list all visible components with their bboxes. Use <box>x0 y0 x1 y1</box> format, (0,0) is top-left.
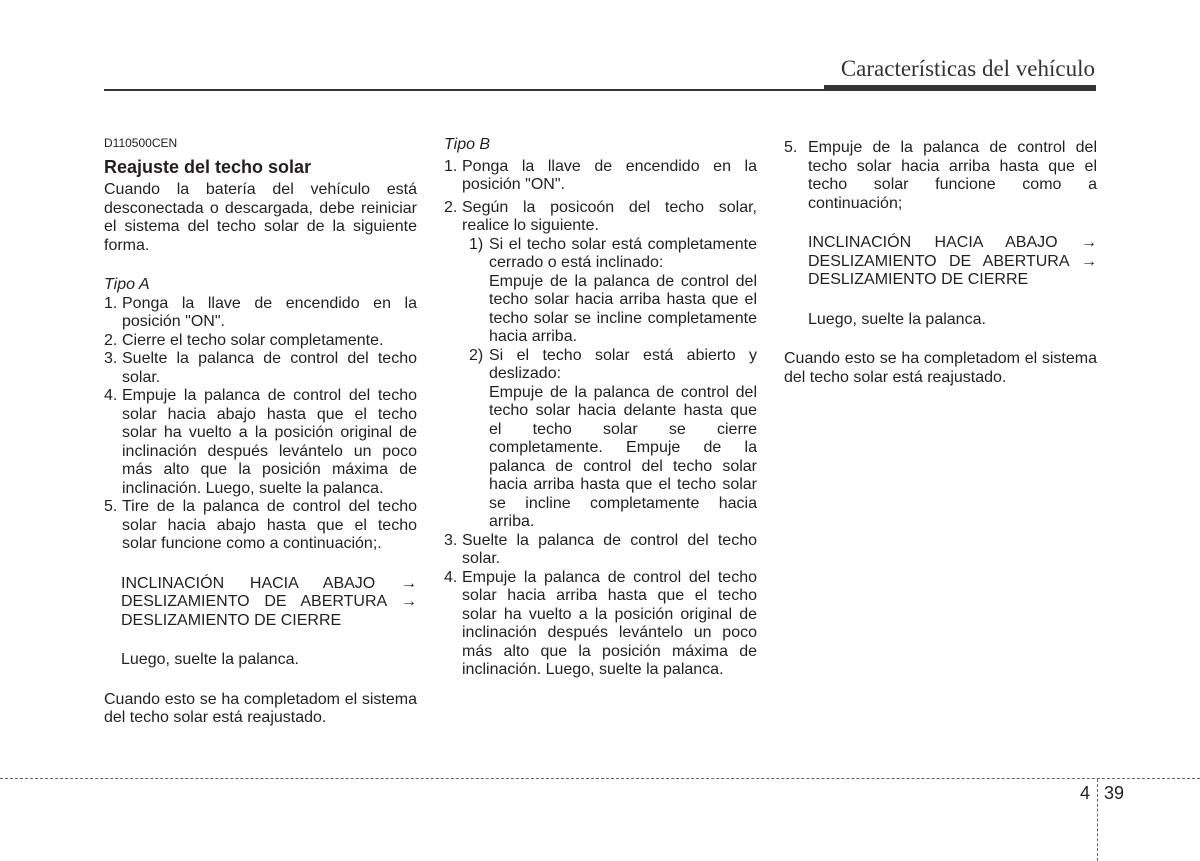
list-text: Según la posicoón del techo solar, realice lo siguiente. <box>462 198 757 234</box>
list-text: Ponga la llave de encendido en la posición "ON". <box>122 294 417 330</box>
column-1 <box>104 136 417 728</box>
list-number: 3. <box>104 350 118 367</box>
list-item <box>444 532 757 569</box>
list-number: 4. <box>444 568 458 586</box>
type-b-heading: Tipo B <box>444 136 491 153</box>
section-number: 4 <box>1080 783 1091 803</box>
page-header-title: Características del vehículo <box>840 56 1095 81</box>
list-text: Empuje de la palanca de control del techo solar hacia arriba hasta que el techo solar funcione como a continuación; <box>808 139 1097 212</box>
list-number: 5. <box>784 139 798 156</box>
list-item <box>444 158 757 195</box>
list-number: 1. <box>104 294 118 312</box>
list-text: Ponga la llave de encendido en la posición "ON". <box>462 157 757 193</box>
list-number: 5. <box>104 498 118 515</box>
release-text: Luego, suelte la palanca. <box>121 651 299 668</box>
page-number: 39 <box>1104 783 1125 803</box>
list-number: 2. <box>104 331 118 349</box>
list-item <box>104 387 417 498</box>
footer-vertical-divider <box>1097 779 1098 861</box>
list-text: Suelte la palanca de control del techo solar. <box>122 350 417 386</box>
sub-list-detail: Empuje de la palanca de control del techo solar hacia delante hasta que el techo solar se cierre completamente. Empuje de la palanca de control del techo solar hacia arriba hasta que el techo solar se incline completamente hacia arriba. <box>489 383 757 530</box>
release-text: Luego, suelte la palanca. <box>808 310 986 328</box>
list-item <box>104 332 417 351</box>
sequence-text: INCLINACIÓN HACIA ABAJO → DESLIZAMIENTO DE ABERTURA → DESLIZAMIENTO DE CIERRE <box>808 234 1097 288</box>
closing-paragraph: Cuando esto se ha completadom el sistema del techo solar está reajustado. <box>784 350 1097 386</box>
sub-list-number: 2) <box>469 346 484 364</box>
list-number: 4. <box>104 387 118 404</box>
intro-paragraph: Cuando la batería del vehículo está desconectada o descargada, debe reiniciar el sistema del techo solar de la siguiente forma. <box>104 181 417 254</box>
list-item <box>104 498 417 554</box>
list-number: 3. <box>444 531 458 549</box>
list-text: Cierre el techo solar completamente. <box>122 331 384 349</box>
column-2 <box>444 136 757 680</box>
sub-list-text: Si el techo solar está abierto y deslizado: <box>489 346 757 382</box>
section-heading: Reajuste del techo solar <box>104 157 312 177</box>
closing-paragraph: Cuando esto se ha completadom el sistema del techo solar está reajustado. <box>104 690 417 726</box>
list-text: Empuje la palanca de control del techo solar hacia abajo hasta que el techo solar ha vuelto a la posición original de inclinación después levántelo un poco más alto que la posición máxima de inclinación. Luego, suelte la palanca. <box>122 387 417 497</box>
list-item <box>104 350 417 387</box>
column-3 <box>784 139 1097 387</box>
sub-list-item <box>469 236 757 273</box>
section-code: D110500CEN <box>104 136 178 150</box>
list-text: Empuje la palanca de control del techo solar hacia arriba hasta que el techo solar ha vuelto a la posición original de inclinación después levántelo un poco más alto que la posición máxima de inclinación. Luego, suelte la palanca. <box>462 568 757 678</box>
list-item <box>784 139 1097 213</box>
footer-divider <box>0 778 1200 779</box>
list-item <box>444 199 757 236</box>
list-number: 1. <box>444 157 458 175</box>
list-text: Tire de la palanca de control del techo solar hacia abajo hasta que el techo solar funcione como a continuación;. <box>122 498 417 552</box>
list-number: 2. <box>444 198 458 216</box>
header-rule <box>104 89 1096 91</box>
sub-list-number: 1) <box>469 235 484 253</box>
list-item <box>444 569 757 680</box>
sub-list-item <box>469 347 757 384</box>
list-item <box>104 295 417 332</box>
type-a-heading: Tipo A <box>104 276 150 293</box>
sub-list-detail: Empuje de la palanca de control del techo solar hacia arriba hasta que el techo solar se incline completamente hacia arriba. <box>489 272 757 345</box>
sequence-text: INCLINACIÓN HACIA ABAJO → DESLIZAMIENTO DE ABERTURA → DESLIZAMIENTO DE CIERRE <box>121 574 417 629</box>
list-text: Suelte la palanca de control del techo solar. <box>462 531 757 567</box>
sub-list-text: Si el techo solar está completamente cerrado o está inclinado: <box>489 235 757 271</box>
